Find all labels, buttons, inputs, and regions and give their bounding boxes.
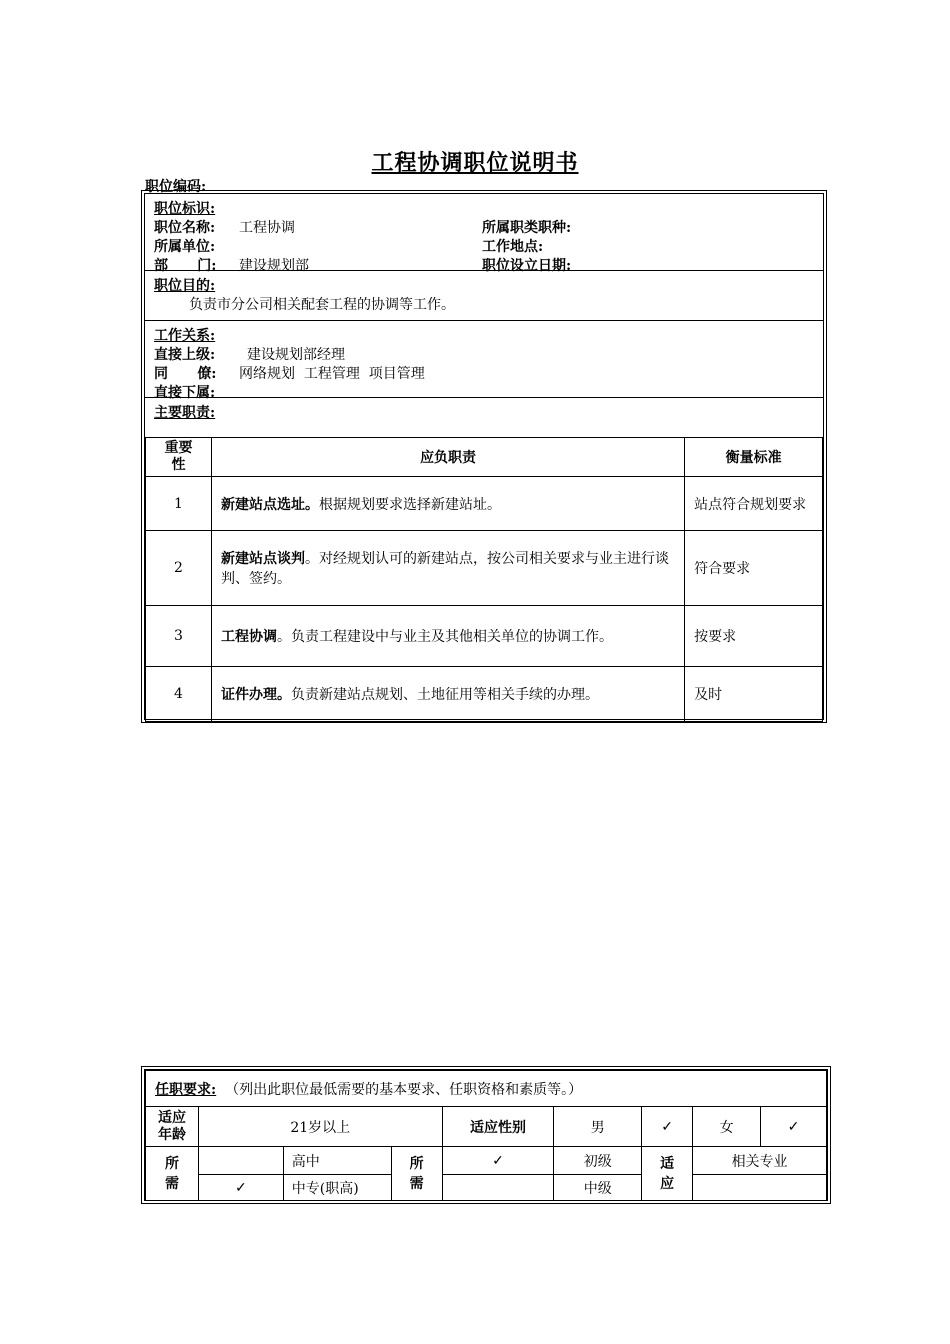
duty-cell [211, 606, 684, 667]
duty-title: 工程协调 [220, 629, 277, 645]
junior-check-icon: ✓ [442, 1147, 554, 1175]
duty-cell [211, 531, 684, 606]
duty-title: 新建站点选址。 [220, 496, 319, 513]
page-title: 工程协调职位说明书 [371, 150, 579, 176]
peer-label: 同 僚: [154, 366, 217, 382]
purpose-heading: 职位目的: [154, 278, 216, 294]
table-row [146, 531, 823, 606]
relations-section [145, 321, 823, 401]
duty-title: 证件办理。 [220, 687, 291, 703]
subordinate-label: 直接下属: [154, 385, 216, 401]
major-label: 相关专业 [693, 1147, 827, 1175]
junior-label: 初级 [554, 1147, 642, 1175]
high-school-check [198, 1147, 283, 1175]
location-label: 工作地点: [482, 239, 544, 255]
duty-text: 。负责工程建设中与业主及其他相关单位的协调工作。 [276, 629, 613, 645]
intermediate-label: 中级 [554, 1175, 642, 1201]
fit-label: 适 应 [642, 1147, 693, 1201]
high-school-label: 高中 [283, 1147, 391, 1175]
requirements-heading: 任职要求: [155, 1081, 217, 1098]
secondary-label: 中专(职高) [283, 1175, 391, 1201]
superior-value: 建设规划部经理 [247, 347, 345, 363]
duties-header-row [146, 438, 823, 477]
gender-label: 适应性别 [442, 1107, 554, 1147]
row-number: 1 [146, 477, 212, 531]
purpose-text: 负责市分公司相关配套工程的协调等工作。 [189, 297, 455, 313]
age-gender-row [146, 1107, 827, 1147]
female-label: 女 [693, 1107, 761, 1147]
male-check-icon: ✓ [642, 1107, 693, 1147]
name-value: 工程协调 [239, 220, 295, 236]
secondary-check-icon: ✓ [198, 1175, 283, 1201]
requirements-heading-cell [146, 1071, 827, 1107]
major-value [693, 1175, 827, 1201]
duties-heading: 主要职责: [154, 405, 216, 421]
table-row [146, 667, 823, 722]
duty-title: 新建站点谈判 [220, 551, 305, 567]
name-label: 职位名称: [154, 220, 216, 236]
standard-cell: 符合要求 [685, 531, 823, 606]
col-standard: 衡量标准 [685, 438, 823, 477]
education-row-2 [146, 1175, 827, 1201]
row-number: 4 [146, 667, 212, 722]
date-label: 职位设立日期: [482, 258, 572, 274]
duty-text: 。对经规划认可的新建站点，按公司相关要求与业主进行谈判、签约。 [220, 551, 669, 587]
row-number: 2 [146, 531, 212, 606]
job-description-table [144, 193, 824, 720]
requirements-heading-row [146, 1071, 827, 1107]
requirements-table [144, 1069, 828, 1201]
position-code-label: 职位编码: [145, 179, 207, 195]
duty-text: 根据规划要求选择新建站址。 [318, 496, 501, 513]
need-label-2: 所 需 [391, 1147, 442, 1201]
age-label: 适应 年龄 [146, 1107, 199, 1147]
row-number: 3 [146, 606, 212, 667]
standard-cell: 按要求 [685, 606, 823, 667]
duties-heading-section [145, 398, 823, 437]
dept-label: 部 门: [154, 258, 217, 274]
duties-table [145, 437, 823, 722]
col-importance: 重要 性 [146, 438, 212, 477]
age-value: 21岁以上 [198, 1107, 442, 1147]
duty-text: 负责新建站点规划、土地征用等相关手续的办理。 [290, 687, 599, 703]
category-label: 所属职类职种: [482, 220, 572, 236]
dept-value: 建设规划部 [239, 258, 309, 274]
duty-cell [211, 477, 684, 531]
unit-label: 所属单位: [154, 239, 216, 255]
relations-heading: 工作关系: [154, 328, 216, 344]
table-row [146, 606, 823, 667]
standard-cell: 及时 [685, 667, 823, 722]
male-label: 男 [554, 1107, 642, 1147]
female-check-icon: ✓ [761, 1107, 827, 1147]
table-row [146, 477, 823, 531]
purpose-section [145, 271, 823, 321]
intermediate-check [442, 1175, 554, 1201]
superior-label: 直接上级: [154, 347, 216, 363]
standard-cell: 站点符合规划要求 [685, 477, 823, 531]
duty-cell [211, 667, 684, 722]
requirements-note: （列出此职位最低需要的基本要求、任职资格和素质等。） [225, 1081, 583, 1098]
peer-value: 网络规划 工程管理 项目管理 [239, 366, 425, 382]
education-row-1 [146, 1147, 827, 1175]
identity-heading: 职位标识: [154, 201, 216, 217]
col-duty: 应负职责 [211, 438, 684, 477]
need-label-1: 所 需 [146, 1147, 199, 1201]
identity-section [145, 194, 823, 274]
